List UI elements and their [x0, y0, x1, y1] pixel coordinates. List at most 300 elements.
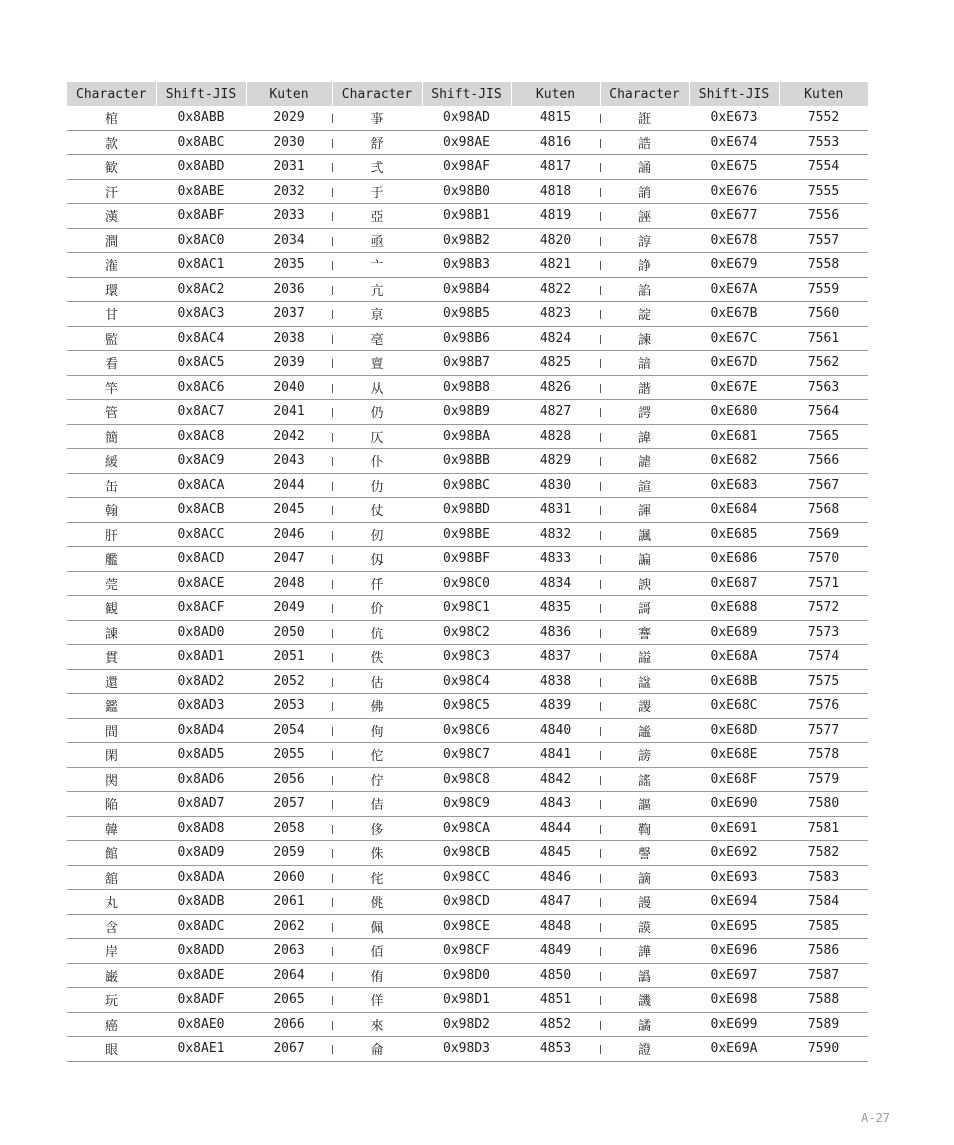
kuten-cell: 2056	[246, 767, 332, 792]
shift-jis-cell: 0xE67B	[689, 302, 779, 327]
group-separator-tick	[332, 702, 333, 711]
kuten-cell: 4842	[511, 767, 600, 792]
shift-jis-cell: 0x8AD6	[156, 767, 246, 792]
shift-jis-cell: 0x98B0	[422, 179, 511, 204]
shift-jis-cell: 0xE676	[689, 179, 779, 204]
kuten-cell: 4830	[511, 473, 600, 498]
shift-jis-cell: 0xE696	[689, 939, 779, 964]
shift-jis-cell: 0x98D2	[422, 1012, 511, 1037]
shift-jis-cell: 0x8ABD	[156, 155, 246, 180]
character-cell: 汗	[67, 179, 156, 204]
shift-jis-cell: 0x8AC1	[156, 253, 246, 278]
shift-jis-cell: 0xE67C	[689, 326, 779, 351]
table-row	[67, 816, 868, 841]
group-separator-tick	[332, 1021, 333, 1030]
shift-jis-cell: 0xE673	[689, 106, 779, 130]
group-separator-tick	[332, 188, 333, 197]
kuten-cell: 7573	[779, 620, 868, 645]
shift-jis-cell: 0x98BE	[422, 522, 511, 547]
character-cell: 侈	[332, 816, 422, 841]
kuten-cell: 4849	[511, 939, 600, 964]
kuten-cell: 7559	[779, 277, 868, 302]
kuten-cell: 2058	[246, 816, 332, 841]
group-separator-tick	[600, 188, 601, 197]
shift-jis-cell: 0xE674	[689, 130, 779, 155]
kuten-cell: 2031	[246, 155, 332, 180]
kuten-cell: 4819	[511, 204, 600, 229]
shift-jis-cell: 0xE68D	[689, 718, 779, 743]
group-separator-tick	[600, 629, 601, 638]
group-separator-tick	[332, 874, 333, 883]
shift-jis-cell: 0x8AC2	[156, 277, 246, 302]
character-cell: 譁	[600, 939, 689, 964]
group-separator-tick	[332, 335, 333, 344]
character-cell: 亳	[332, 326, 422, 351]
character-cell: 來	[332, 1012, 422, 1037]
group-separator-tick	[332, 408, 333, 417]
character-cell: 棺	[67, 106, 156, 130]
character-cell: 諡	[600, 669, 689, 694]
column-header-character-2: Character	[332, 82, 422, 106]
kuten-cell: 7580	[779, 792, 868, 817]
kuten-cell: 2060	[246, 865, 332, 890]
table-row	[67, 645, 868, 670]
character-cell: 亰	[332, 302, 422, 327]
table-row	[67, 253, 868, 278]
kuten-cell: 2064	[246, 963, 332, 988]
table-row	[67, 571, 868, 596]
kuten-cell: 4820	[511, 228, 600, 253]
shift-jis-cell: 0x98B1	[422, 204, 511, 229]
kuten-cell: 7561	[779, 326, 868, 351]
group-separator-tick	[600, 237, 601, 246]
character-cell: 謚	[600, 645, 689, 670]
shift-jis-cell: 0x98B4	[422, 277, 511, 302]
character-cell: 還	[67, 669, 156, 694]
character-cell: 関	[67, 767, 156, 792]
group-separator-tick	[600, 286, 601, 295]
kuten-cell: 4823	[511, 302, 600, 327]
character-cell: 譌	[600, 963, 689, 988]
shift-jis-cell: 0xE691	[689, 816, 779, 841]
shift-jis-cell: 0x98C4	[422, 669, 511, 694]
table-row	[67, 1012, 868, 1037]
character-cell: 澗	[67, 228, 156, 253]
kuten-cell: 2041	[246, 400, 332, 425]
shift-jis-cell: 0xE68C	[689, 694, 779, 719]
character-cell: 誣	[600, 204, 689, 229]
kuten-cell: 4817	[511, 155, 600, 180]
shift-jis-cell: 0xE678	[689, 228, 779, 253]
shift-jis-cell: 0xE68A	[689, 645, 779, 670]
kuten-cell: 7554	[779, 155, 868, 180]
shift-jis-cell: 0x8AD3	[156, 694, 246, 719]
character-cell: 歓	[67, 155, 156, 180]
shift-jis-cell: 0xE698	[689, 988, 779, 1013]
shift-jis-cell: 0x98C0	[422, 571, 511, 596]
character-cell: 弍	[332, 155, 422, 180]
table-row	[67, 1037, 868, 1062]
shift-jis-cell: 0x8AC8	[156, 424, 246, 449]
group-separator-tick	[600, 163, 601, 172]
character-cell: 舘	[67, 865, 156, 890]
shift-jis-cell: 0xE693	[689, 865, 779, 890]
table-row	[67, 473, 868, 498]
character-cell: 諳	[600, 351, 689, 376]
group-separator-tick	[332, 212, 333, 221]
table-row	[67, 522, 868, 547]
kuten-cell: 7572	[779, 596, 868, 621]
character-cell: 間	[67, 718, 156, 743]
shift-jis-cell: 0x8ACF	[156, 596, 246, 621]
character-cell: 玩	[67, 988, 156, 1013]
shift-jis-cell: 0x98C2	[422, 620, 511, 645]
kuten-cell: 2047	[246, 547, 332, 572]
character-cell: 緩	[67, 449, 156, 474]
shift-jis-cell: 0x8ADA	[156, 865, 246, 890]
column-header-kuten-2: Kuten	[511, 82, 600, 106]
table-row	[67, 547, 868, 572]
shift-jis-cell: 0x8AD7	[156, 792, 246, 817]
character-cell: 監	[67, 326, 156, 351]
shift-jis-cell: 0x8AE1	[156, 1037, 246, 1062]
character-cell: 管	[67, 400, 156, 425]
shift-jis-cell: 0xE683	[689, 473, 779, 498]
group-separator-tick	[600, 1021, 601, 1030]
shift-jis-cell: 0x8ABB	[156, 106, 246, 130]
group-separator-tick	[600, 531, 601, 540]
character-cell: 仟	[332, 571, 422, 596]
shift-jis-cell: 0x98BD	[422, 498, 511, 523]
shift-jis-cell: 0x98B5	[422, 302, 511, 327]
character-cell: 甘	[67, 302, 156, 327]
kuten-cell: 4848	[511, 914, 600, 939]
group-separator-tick	[332, 947, 333, 956]
shift-jis-cell: 0x8AC9	[156, 449, 246, 474]
shift-jis-cell: 0x98AF	[422, 155, 511, 180]
character-cell: 陥	[67, 792, 156, 817]
kuten-cell: 2052	[246, 669, 332, 694]
table-row	[67, 914, 868, 939]
kuten-cell: 4837	[511, 645, 600, 670]
table-row	[67, 596, 868, 621]
kuten-cell: 2065	[246, 988, 332, 1013]
kuten-cell: 7582	[779, 841, 868, 866]
character-cell: 仄	[332, 424, 422, 449]
kuten-cell: 2037	[246, 302, 332, 327]
column-header-kuten-1: Kuten	[246, 82, 332, 106]
table-row	[67, 277, 868, 302]
shift-jis-cell: 0x8AD4	[156, 718, 246, 743]
kuten-cell: 7557	[779, 228, 868, 253]
group-separator-tick	[600, 604, 601, 613]
shift-jis-cell: 0xE68B	[689, 669, 779, 694]
kuten-cell: 7560	[779, 302, 868, 327]
group-separator-tick	[600, 384, 601, 393]
kuten-cell: 2029	[246, 106, 332, 130]
shift-jis-cell: 0xE689	[689, 620, 779, 645]
kuten-cell: 7577	[779, 718, 868, 743]
shift-jis-cell: 0x8AC0	[156, 228, 246, 253]
group-separator-tick	[600, 947, 601, 956]
kuten-cell: 4824	[511, 326, 600, 351]
group-separator-tick	[600, 555, 601, 564]
character-cell: 諌	[67, 620, 156, 645]
group-separator-tick	[332, 237, 333, 246]
shift-jis-cell: 0x8ACB	[156, 498, 246, 523]
shift-jis-cell: 0x8AD1	[156, 645, 246, 670]
shift-jis-cell: 0x98CE	[422, 914, 511, 939]
shift-jis-cell: 0x98CD	[422, 890, 511, 915]
character-cell: 价	[332, 596, 422, 621]
group-separator-tick	[332, 849, 333, 858]
column-header-shift-jis-3: Shift-JIS	[689, 82, 779, 106]
character-cell: 謖	[600, 694, 689, 719]
group-separator-tick	[332, 433, 333, 442]
group-separator-tick	[332, 359, 333, 368]
column-header-character-1: Character	[67, 82, 156, 106]
shift-jis-cell: 0x8ADE	[156, 963, 246, 988]
shift-jis-cell: 0x98CA	[422, 816, 511, 841]
kuten-cell: 7570	[779, 547, 868, 572]
shift-jis-cell: 0xE68F	[689, 767, 779, 792]
group-separator-tick	[600, 776, 601, 785]
kuten-cell: 7565	[779, 424, 868, 449]
group-separator-tick	[600, 702, 601, 711]
character-cell: 肝	[67, 522, 156, 547]
kuten-cell: 7568	[779, 498, 868, 523]
table-header-row	[67, 82, 868, 106]
group-separator-tick	[332, 261, 333, 270]
shift-jis-cell: 0xE680	[689, 400, 779, 425]
character-cell: 仗	[332, 498, 422, 523]
character-cell: 諠	[600, 473, 689, 498]
character-cell: 仭	[332, 547, 422, 572]
table-row	[67, 743, 868, 768]
kuten-cell: 2035	[246, 253, 332, 278]
table-row	[67, 375, 868, 400]
shift-jis-cell: 0xE697	[689, 963, 779, 988]
shift-jis-cell: 0x8ABE	[156, 179, 246, 204]
kuten-cell: 2055	[246, 743, 332, 768]
shift-jis-cell: 0x98B8	[422, 375, 511, 400]
shift-jis-cell: 0x8AC4	[156, 326, 246, 351]
table-row	[67, 498, 868, 523]
kuten-cell: 4832	[511, 522, 600, 547]
kuten-cell: 2046	[246, 522, 332, 547]
character-cell: 佰	[332, 939, 422, 964]
shift-jis-cell: 0x98AE	[422, 130, 511, 155]
shift-jis-cell: 0x98AD	[422, 106, 511, 130]
group-separator-tick	[332, 751, 333, 760]
character-cell: 款	[67, 130, 156, 155]
shift-jis-cell: 0xE690	[689, 792, 779, 817]
group-separator-tick	[600, 874, 601, 883]
character-cell: 亢	[332, 277, 422, 302]
character-cell: 仂	[332, 473, 422, 498]
shift-jis-cell: 0x8AD8	[156, 816, 246, 841]
character-cell: 于	[332, 179, 422, 204]
shift-jis-cell: 0x98CB	[422, 841, 511, 866]
shift-jis-cell: 0x8AC5	[156, 351, 246, 376]
group-separator-tick	[600, 849, 601, 858]
kuten-cell: 4853	[511, 1037, 600, 1062]
kuten-cell: 4838	[511, 669, 600, 694]
shift-jis-cell: 0x8ACE	[156, 571, 246, 596]
kuten-cell: 4833	[511, 547, 600, 572]
character-cell: 謔	[600, 449, 689, 474]
group-separator-tick	[332, 580, 333, 589]
kuten-cell: 7575	[779, 669, 868, 694]
group-separator-tick	[600, 996, 601, 1005]
kuten-cell: 7586	[779, 939, 868, 964]
character-cell: 諄	[600, 228, 689, 253]
character-cell: 諂	[600, 277, 689, 302]
kuten-cell: 2057	[246, 792, 332, 817]
group-separator-tick	[332, 776, 333, 785]
shift-jis-cell: 0xE67D	[689, 351, 779, 376]
character-cell: 侘	[332, 865, 422, 890]
group-separator-tick	[332, 972, 333, 981]
shift-jis-cell: 0x98C8	[422, 767, 511, 792]
character-cell: 諤	[600, 400, 689, 425]
kuten-cell: 4845	[511, 841, 600, 866]
group-separator-tick	[332, 482, 333, 491]
group-separator-tick	[600, 212, 601, 221]
table-row	[67, 718, 868, 743]
group-separator-tick	[332, 555, 333, 564]
character-cell: 誚	[600, 179, 689, 204]
shift-jis-cell: 0x8ABF	[156, 204, 246, 229]
character-cell: 謠	[600, 767, 689, 792]
column-header-character-3: Character	[600, 82, 689, 106]
kuten-cell: 7574	[779, 645, 868, 670]
group-separator-tick	[332, 163, 333, 172]
kuten-cell: 4851	[511, 988, 600, 1013]
kuten-cell: 7583	[779, 865, 868, 890]
kuten-cell: 7558	[779, 253, 868, 278]
kuten-cell: 4850	[511, 963, 600, 988]
kuten-cell: 4839	[511, 694, 600, 719]
kuten-cell: 7562	[779, 351, 868, 376]
shift-jis-cell: 0x8ACC	[156, 522, 246, 547]
character-cell: 證	[600, 1037, 689, 1062]
character-cell: 謨	[600, 914, 689, 939]
character-cell: 眼	[67, 1037, 156, 1062]
group-separator-tick	[600, 653, 601, 662]
shift-jis-cell: 0xE67A	[689, 277, 779, 302]
kuten-cell: 4827	[511, 400, 600, 425]
shift-jis-cell: 0x98D3	[422, 1037, 511, 1062]
kuten-cell: 2048	[246, 571, 332, 596]
kuten-cell: 4836	[511, 620, 600, 645]
group-separator-tick	[600, 923, 601, 932]
group-separator-tick	[600, 972, 601, 981]
kuten-cell: 7581	[779, 816, 868, 841]
shift-jis-cell: 0x98B7	[422, 351, 511, 376]
group-separator-tick	[332, 727, 333, 736]
table-row	[67, 694, 868, 719]
character-cell: 謐	[600, 718, 689, 743]
character-cell: 佻	[332, 890, 422, 915]
kuten-cell: 2036	[246, 277, 332, 302]
group-separator-tick	[600, 506, 601, 515]
column-header-shift-jis-1: Shift-JIS	[156, 82, 246, 106]
table-row	[67, 620, 868, 645]
character-cell: 舒	[332, 130, 422, 155]
character-cell: 丸	[67, 890, 156, 915]
shift-jis-cell: 0xE68E	[689, 743, 779, 768]
group-separator-tick	[600, 457, 601, 466]
character-cell: 観	[67, 596, 156, 621]
character-cell: 佝	[332, 718, 422, 743]
character-cell: 佗	[332, 743, 422, 768]
kuten-cell: 7564	[779, 400, 868, 425]
character-cell: 謇	[600, 620, 689, 645]
character-cell: 含	[67, 914, 156, 939]
shift-jis-cell: 0x8ADC	[156, 914, 246, 939]
kuten-cell: 4821	[511, 253, 600, 278]
kuten-cell: 4825	[511, 351, 600, 376]
kuten-cell: 7552	[779, 106, 868, 130]
kuten-cell: 2039	[246, 351, 332, 376]
shift-jis-cell: 0x8ACD	[156, 547, 246, 572]
character-cell: 看	[67, 351, 156, 376]
kuten-cell: 4822	[511, 277, 600, 302]
kuten-cell: 7563	[779, 375, 868, 400]
shift-jis-cell: 0x98B3	[422, 253, 511, 278]
page-number: A-27	[861, 1111, 890, 1125]
kuten-cell: 2040	[246, 375, 332, 400]
character-cell: 亠	[332, 253, 422, 278]
character-cell: 佇	[332, 767, 422, 792]
shift-jis-cell: 0x8AD9	[156, 841, 246, 866]
table-row	[67, 841, 868, 866]
group-separator-tick	[600, 114, 601, 123]
kuten-cell: 7576	[779, 694, 868, 719]
kuten-cell: 4840	[511, 718, 600, 743]
group-separator-tick	[332, 286, 333, 295]
kuten-cell: 2063	[246, 939, 332, 964]
character-cell: 侑	[332, 963, 422, 988]
kuten-cell: 4843	[511, 792, 600, 817]
shift-jis-cell: 0x8AC6	[156, 375, 246, 400]
table-row	[67, 179, 868, 204]
shift-jis-cell: 0xE686	[689, 547, 779, 572]
character-cell: 誑	[600, 106, 689, 130]
shift-jis-cell: 0xE682	[689, 449, 779, 474]
group-separator-tick	[600, 482, 601, 491]
shift-jis-cell: 0xE699	[689, 1012, 779, 1037]
kuten-cell: 7578	[779, 743, 868, 768]
group-separator-tick	[600, 310, 601, 319]
shift-jis-cell: 0xE679	[689, 253, 779, 278]
shift-jis-cell: 0x98C9	[422, 792, 511, 817]
kuten-cell: 4831	[511, 498, 600, 523]
kuten-cell: 2038	[246, 326, 332, 351]
group-separator-tick	[332, 996, 333, 1005]
table-row	[67, 669, 868, 694]
character-cell: 諢	[600, 498, 689, 523]
character-cell: 癌	[67, 1012, 156, 1037]
kuten-cell: 4844	[511, 816, 600, 841]
table-row	[67, 988, 868, 1013]
shift-jis-cell: 0x98CF	[422, 939, 511, 964]
shift-jis-cell: 0x8ADF	[156, 988, 246, 1013]
group-separator-tick	[332, 531, 333, 540]
character-cell: 佶	[332, 792, 422, 817]
group-separator-tick	[332, 506, 333, 515]
